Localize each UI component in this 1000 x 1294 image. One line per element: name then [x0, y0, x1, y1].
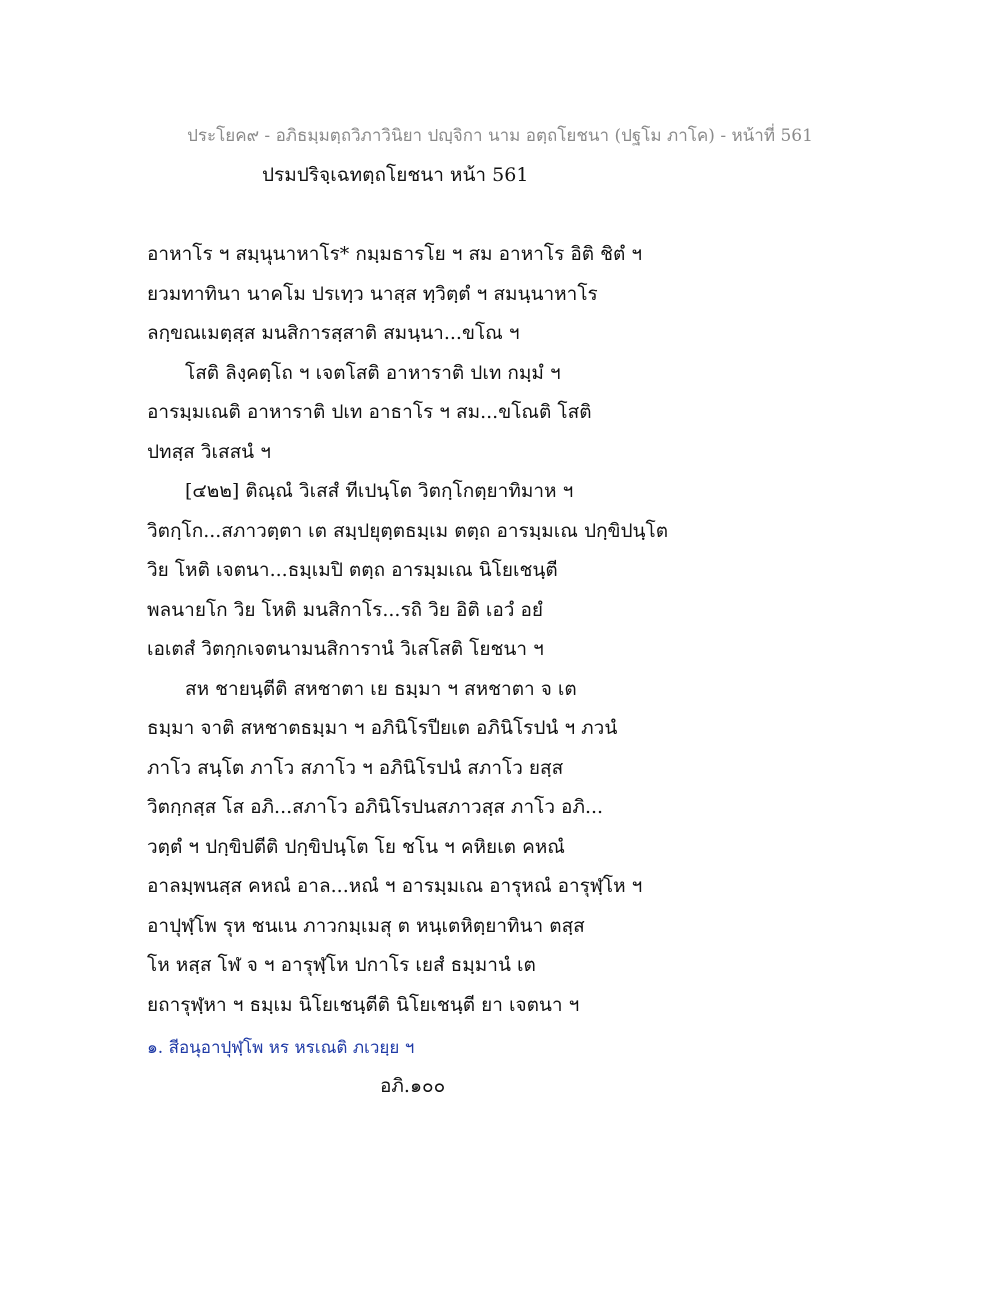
- running-header: ประโยค๙ - อภิธมฺมตฺถวิภาวินิยา ปญฺจิกา นาม อตฺถโยชนา (ปฐโม ภาโค) - หน้าที่ 561: [187, 126, 813, 146]
- footnote: ๑. สีอนุอาปุฬฺโพ หร หรเณติ ภเวยฺย ฯ: [147, 1038, 415, 1058]
- text-line: ยถารุฬฺหา ฯ ธมฺเม นิโยเชนฺตีติ นิโยเชนฺตี ยา เจตนา ฯ: [147, 993, 580, 1016]
- text-line: โห หสฺส โฬ จ ฯ อารุฬฺโห ปกาโร เยสํ ธมฺมานํ เต: [147, 954, 536, 976]
- text-line: ธมฺมา จาติ สหชาตธมฺมา ฯ อภินิโรปียเต อภินิโรปนํ ฯ ภวนํ: [147, 717, 618, 739]
- text-line: สห ชายนฺตีติ สหชาตา เย ธมฺมา ฯ สหชาตา จ เต: [185, 677, 577, 700]
- section-title: ปรมปริจฺเฉทตฺถโยชนา หน้า 561: [262, 164, 529, 186]
- text-line: วิย โหติ เจตนา...ธมฺเมปิ ตตฺถ อารมฺมเณ นิโยเชนฺตี: [147, 559, 558, 581]
- text-line: ลกฺขณเมตฺสฺส มนสิการสฺสาติ สมนฺนา...ขโณ ฯ: [147, 322, 520, 344]
- text-line: วิตกฺโก...สภาวตฺตา เต สมฺปยุตฺตธมฺเม ตตฺถ อารมฺมเณ ปกฺขิปนฺโต: [147, 519, 669, 542]
- text-line: ปทสฺส วิเสสนํ ฯ: [147, 440, 271, 463]
- text-line: อาปุฬฺโพ รุห ชนเน ภาวกมฺเมสุ ต หนฺเตหิตฺยาทินา ตสฺส: [147, 914, 585, 937]
- body-text: [147, 240, 867, 1030]
- text-line: ภาโว สนฺโต ภาโว สภาโว ฯ อภินิโรปนํ สภาโว ยสฺส: [147, 756, 564, 779]
- text-line: เอเตสํ วิตกฺกเจตนามนสิการานํ วิเสโสติ โยชนา ฯ: [147, 638, 544, 660]
- text-line: วตฺตํ ฯ ปกฺขิปตีติ ปกฺขิปนฺโต โย ชโน ฯ คหิยเต คหณํ: [147, 835, 565, 858]
- text-line: วิตกฺกสฺส โส อภิ...สภาโว อภินิโรปนสภาวสฺส ภาโว อภิ...: [147, 796, 604, 818]
- text-line: ยวมทาทินา นาคโม ปรเทฺว นาสฺส ทฺวิตฺตํ ฯ สมนฺนาหาโร: [147, 282, 598, 305]
- text-line: อาหาโร ฯ สมฺนุนาหาโร* กมฺมธารโย ฯ สม อาหาโร อิติ ชิตํ ฯ: [147, 243, 643, 265]
- text-line: โสติ ลิงฺคตฺโถ ฯ เจตโสติ อาหาราติ ปเท กมฺมํ ฯ: [185, 361, 561, 384]
- text-line: พลนายโก วิย โหติ มนสิกาโร...รถิ วิย อิติ เอวํ อยํ: [147, 598, 544, 621]
- text-line: [๔๒๒] ติณฺณํ วิเสสํ ทีเปนฺโต วิตกฺโกตฺยาทิมาห ฯ: [185, 480, 574, 502]
- page-identifier: อภิ.๑๐๐: [380, 1075, 446, 1097]
- text-line: อารมฺมเณติ อาหาราติ ปเท อาธาโร ฯ สม...ขโณติ โสติ: [147, 401, 592, 423]
- text-line: อาลมฺพนสฺส คหณํ อาล...หณํ ฯ อารมฺมเณ อารุหณํ อารุฬฺโห ฯ: [147, 875, 643, 897]
